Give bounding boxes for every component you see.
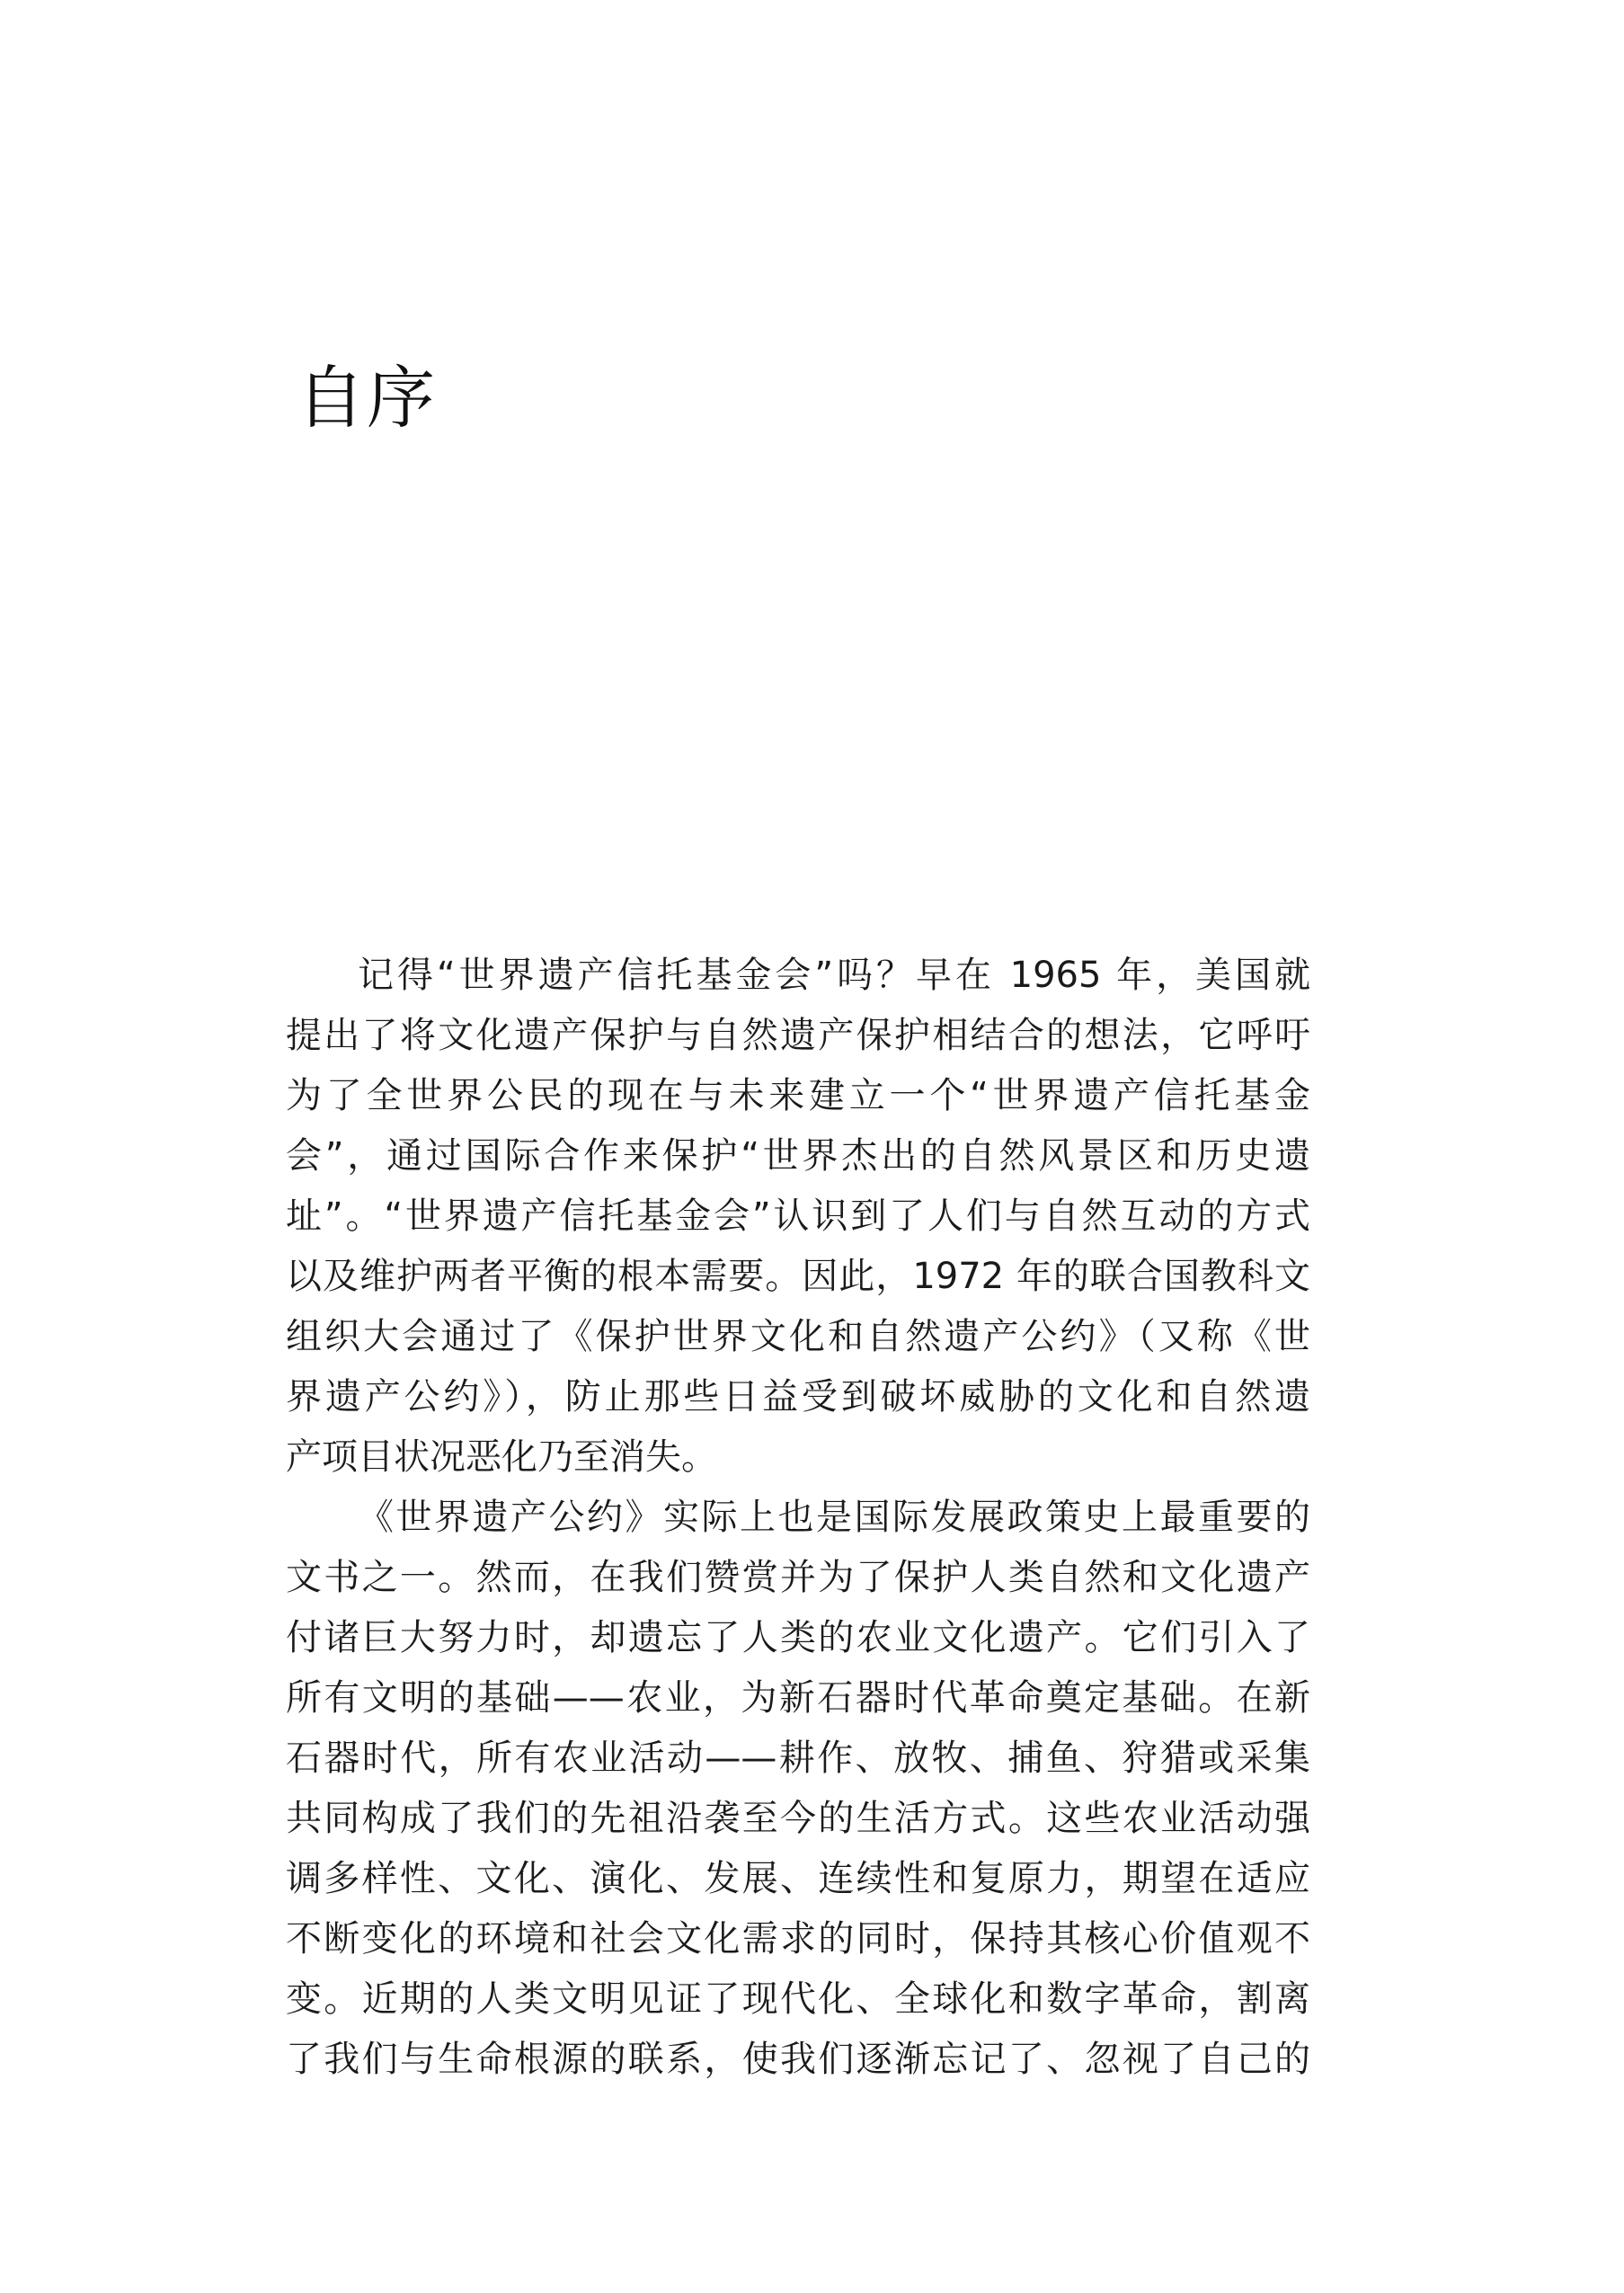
- text-line: 付诸巨大努力时，却遗忘了人类的农业文化遗产。它们引入了: [286, 1617, 1310, 1658]
- text-line: 变。近期的人类文明见证了现代化、全球化和数字革命，割离: [286, 1978, 1310, 2020]
- text-line: 了我们与生命根源的联系，使我们逐渐忘记了、忽视了自己的: [286, 2039, 1310, 2080]
- text-line: 址”。“世界遗产信托基金会”认识到了人们与自然互动的方式: [286, 1195, 1310, 1237]
- text-line: 为了全世界公民的现在与未来建立一个“世界遗产信托基金: [286, 1075, 1310, 1116]
- text-line: 组织大会通过了《保护世界文化和自然遗产公约》（又称《世: [286, 1316, 1310, 1357]
- paragraph-2: [286, 1488, 1310, 2090]
- text-line: 石器时代，所有农业活动——耕作、放牧、捕鱼、狩猎或采集: [286, 1738, 1310, 1779]
- paragraph-1: [286, 946, 1310, 1488]
- text-line: 记得“世界遗产信托基金会”吗？早在 1965 年，美国就: [358, 955, 1310, 996]
- body-text: [286, 946, 1310, 2090]
- chapter-title: 自序: [297, 358, 437, 438]
- text-line: 共同构成了我们的先祖沿袭至今的生活方式。这些农业活动强: [286, 1798, 1310, 1839]
- text-line: 不断变化的环境和社会文化需求的同时，保持其核心价值观不: [286, 1918, 1310, 1960]
- text-line: 《世界遗产公约》实际上也是国际发展政策史上最重要的: [358, 1497, 1310, 1538]
- text-line: 以及维护两者平衡的根本需要。因此，1972 年的联合国教科文: [286, 1256, 1310, 1297]
- text-line: 界遗产公约》），防止那些日益受到破坏威胁的文化和自然遗: [286, 1376, 1310, 1418]
- text-line: 提出了将文化遗产保护与自然遗产保护相结合的想法，它呼吁: [286, 1015, 1310, 1056]
- text-line: 文书之一。然而，在我们赞赏并为了保护人类自然和文化遗产: [286, 1557, 1310, 1598]
- text-line: 会”，通过国际合作来保护“世界杰出的自然风景区和历史遗: [286, 1135, 1310, 1177]
- text-line: 调多样性、文化、演化、发展、连续性和复原力，期望在适应: [286, 1858, 1310, 1899]
- text-line: 所有文明的基础——农业，为新石器时代革命奠定基础。在新: [286, 1677, 1310, 1719]
- text-line: 产项目状况恶化乃至消失。: [286, 1436, 717, 1478]
